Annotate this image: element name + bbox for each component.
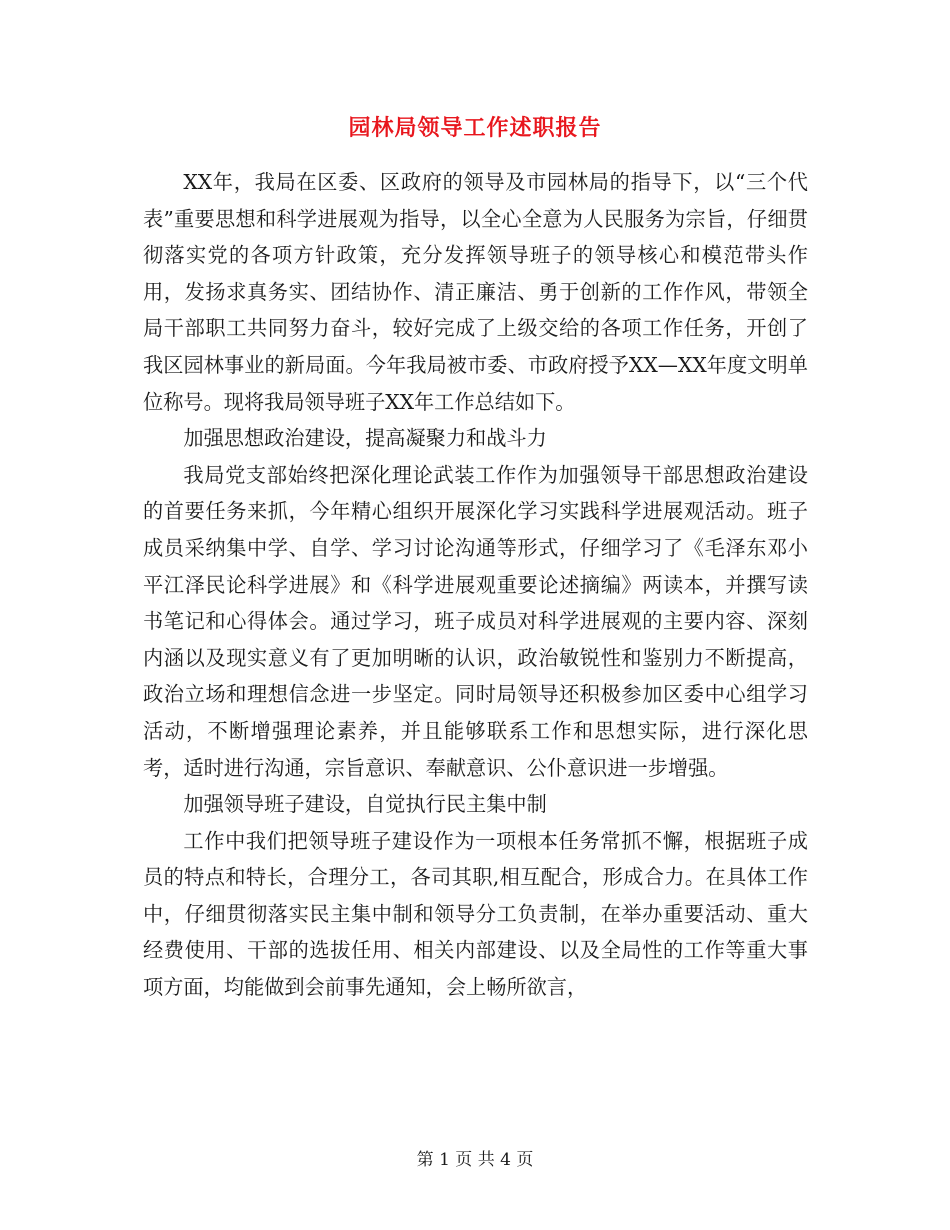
page-number-footer: 第 1 页 共 4 页 <box>416 1150 534 1170</box>
paragraph-leadership: 工作中我们把领导班子建设作为一项根本任务常抓不懈，根据班子成员的特点和特长，合理分工，各司其职,相互配合，形成合力。在具体工作中，仔细贯彻落实民主集中制和领导分工负责制，在举办重要活动、重大经费使用、干部的选拔任用、相关内部建设、以及全局性的工作等重大事项方面，均能做到会前事先通知，会上畅所欲言， <box>143 828 808 1000</box>
section-heading-political: 加强思想政治建设，提高凝聚力和战斗力 <box>183 426 547 451</box>
paragraph-intro: XX年，我局在区委、区政府的领导及市园林局的指导下，以“三个代表”重要思想和科学进展观为指导，以全心全意为人民服务为宗旨，仔细贯彻落实党的各项方针政策，充分发挥领导班子的领导核心和模范带头作用，发扬求真务实、团结协作、清正廉洁、勇于创新的工作作风，带领全局干部职工共同努力奋斗，较好完成了上级交给的各项工作任务，开创了我区园林事业的新局面。今年我局被市委、市政府授予XX—XX年度文明单位称号。现将我局领导班子XX年工作总结如下。 <box>143 170 808 414</box>
section-heading-leadership: 加强领导班子建设，自觉执行民主集中制 <box>183 792 547 817</box>
document-title: 园林局领导工作述职报告 <box>348 115 602 141</box>
paragraph-political: 我局党支部始终把深化理论武装工作作为加强领导干部思想政治建设的首要任务来抓，今年精心组织开展深化学习实践科学进展观活动。班子成员采纳集中学、自学、学习讨论沟通等形式，仔细学习了《毛泽东邓小平江泽民论科学进展》和《科学进展观重要论述摘编》两读本，并撰写读书笔记和心得体会。通过学习，班子成员对科学进展观的主要内容、深刻内涵以及现实意义有了更加明晰的认识，政治敏锐性和鉴别力不断提高，政治立场和理想信念进一步坚定。同时局领导还积极参加区委中心组学习活动，不断增强理论素养，并且能够联系工作和思想实际，进行深化思考，适时进行沟通，宗旨意识、奉献意识、公仆意识进一步增强。 <box>143 462 808 780</box>
document-body <box>143 164 808 1006</box>
